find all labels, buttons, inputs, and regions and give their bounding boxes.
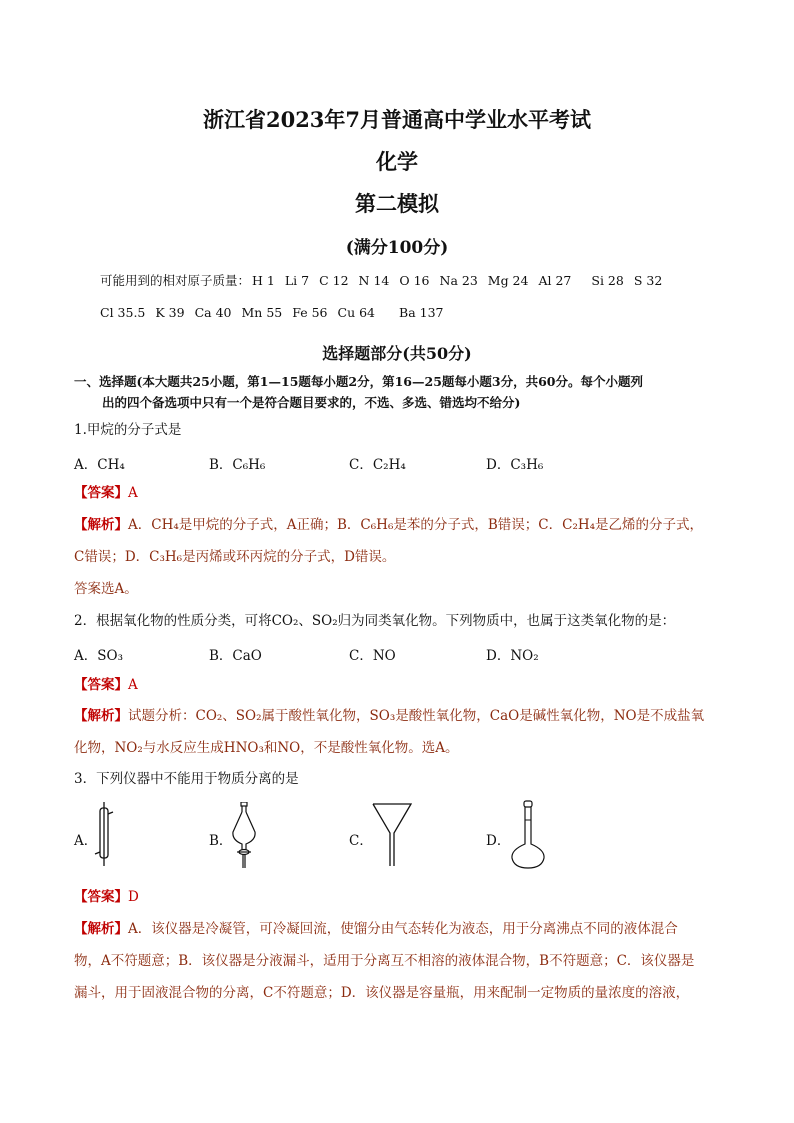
- analysis-text: A．CH₄是甲烷的分子式，A正确；B．C₆H₆是苯的分子式，B错误；C．C₂H₄是乙烯的分子式，: [128, 517, 704, 533]
- answer-tag: 【答案】: [74, 889, 128, 905]
- condenser-icon: [94, 802, 114, 866]
- atomic-mass: K 39: [155, 305, 185, 320]
- q2-analysis-line-1: [74, 707, 704, 725]
- atomic-mass: O 16: [399, 273, 430, 288]
- answer-tag: 【答案】: [74, 677, 128, 693]
- q3-option-a: A．: [74, 833, 98, 849]
- q3-analysis-line-3: 漏斗，用于固液混合物的分离，C不符题意；D．该仪器是容量瓶，用来配制一定物质的量浓度的溶液，: [74, 985, 690, 1001]
- full-score: (满分100分): [345, 238, 449, 258]
- analysis-text: A．该仪器是冷凝管，可冷凝回流，使馏分由气态转化为液态，用于分离沸点不同的液体混合: [128, 921, 678, 937]
- q1-option-a: A．CH₄: [74, 457, 125, 473]
- atomic-mass: Li 7: [284, 273, 310, 288]
- q1-stem: 1.甲烷的分子式是: [74, 422, 182, 438]
- q2-option-c: C．NO: [349, 648, 396, 664]
- atomic-mass: C 12: [319, 273, 349, 288]
- instruction-line-2: 出的四个备选项中只有一个是符合题目要求的，不选、多选、错选均不给分): [102, 395, 521, 410]
- q1-analysis-line-2: C错误；D．C₃H₆是丙烯或环丙烷的分子式，D错误。: [74, 549, 396, 565]
- q2-option-a: A．SO₃: [74, 648, 123, 664]
- atomic-mass: Ca 40: [194, 305, 232, 320]
- q1-option-b: B．C₆H₆: [209, 457, 266, 473]
- atomic-mass: S 32: [633, 273, 663, 288]
- q2-analysis-line-2: 化物，NO₂与水反应生成HNO₃和NO，不是酸性氧化物。选A。: [74, 740, 459, 756]
- atomic-mass: Si 28: [591, 273, 624, 288]
- q3-analysis-line-1: [74, 920, 678, 938]
- atomic-mass: Cu 64: [337, 305, 376, 320]
- volumetric-flask-icon: [508, 800, 548, 870]
- q3-analysis-line-2: 物，A不符题意；B．该仪器是分液漏斗，适用于分离互不相溶的液体混合物，B不符题意；C．该仪器是: [74, 953, 695, 969]
- answer-tag: 【答案】: [74, 485, 128, 501]
- separatory-funnel-icon: [230, 802, 258, 870]
- atomic-mass-label: 可能用到的相对原子质量：: [100, 273, 251, 288]
- mock-title: 第二模拟: [355, 191, 439, 216]
- q1-analysis-line-1: [74, 516, 703, 534]
- atomic-mass: Al 27: [538, 273, 572, 288]
- q2-stem: 2．根据氧化物的性质分类，可将CO₂、SO₂归为同类氧化物。下列物质中，也属于这类氧化物的是：: [74, 613, 676, 629]
- q1-conclusion: 答案选A。: [74, 581, 138, 597]
- q3-stem: 3．下列仪器中不能用于物质分离的是: [74, 771, 299, 787]
- atomic-mass: Mg 24: [487, 273, 529, 288]
- instruction-line-1: 一、选择题(本大题共25小题，第1—15题每小题2分，第16—25题每小题3分，共60分。每个小题列: [74, 374, 643, 389]
- answer-value: D: [128, 889, 139, 905]
- q2-option-b: B．CaO: [209, 648, 262, 664]
- atomic-mass: Cl 35.5: [100, 305, 146, 320]
- exam-title: 浙江省2023年7月普通高中学业水平考试: [202, 107, 592, 132]
- q3-option-d: D．: [486, 833, 511, 849]
- analysis-tag: 【解析】: [74, 708, 128, 724]
- subject-title: 化学: [376, 149, 418, 174]
- atomic-mass: Fe 56: [292, 305, 328, 320]
- funnel-icon: [372, 803, 412, 867]
- answer-value: A: [128, 677, 138, 693]
- atomic-mass-row-2: [100, 304, 454, 322]
- q3-option-c: C．: [349, 833, 373, 849]
- atomic-mass: N 14: [358, 273, 390, 288]
- analysis-tag: 【解析】: [74, 517, 128, 533]
- q1-option-c: C．C₂H₄: [349, 457, 406, 473]
- atomic-mass: H 1: [252, 273, 275, 288]
- q3-answer: [74, 888, 139, 906]
- atomic-mass-row-1: [100, 272, 672, 290]
- atomic-mass: Mn 55: [241, 305, 283, 320]
- q1-option-d: D．C₃H₆: [486, 457, 544, 473]
- atomic-mass: Ba 137: [399, 305, 444, 320]
- atomic-mass: Na 23: [439, 273, 478, 288]
- q1-answer: [74, 484, 138, 502]
- q2-option-d: D．NO₂: [486, 648, 539, 664]
- analysis-text: 试题分析：CO₂、SO₂属于酸性氧化物，SO₃是酸性氧化物，CaO是碱性氧化物，NO是不成盐氧: [128, 708, 705, 724]
- analysis-tag: 【解析】: [74, 921, 128, 937]
- q3-option-b: B．: [209, 833, 233, 849]
- q2-answer: [74, 676, 138, 694]
- answer-value: A: [128, 485, 138, 501]
- section-title: 选择题部分(共50分): [322, 344, 472, 363]
